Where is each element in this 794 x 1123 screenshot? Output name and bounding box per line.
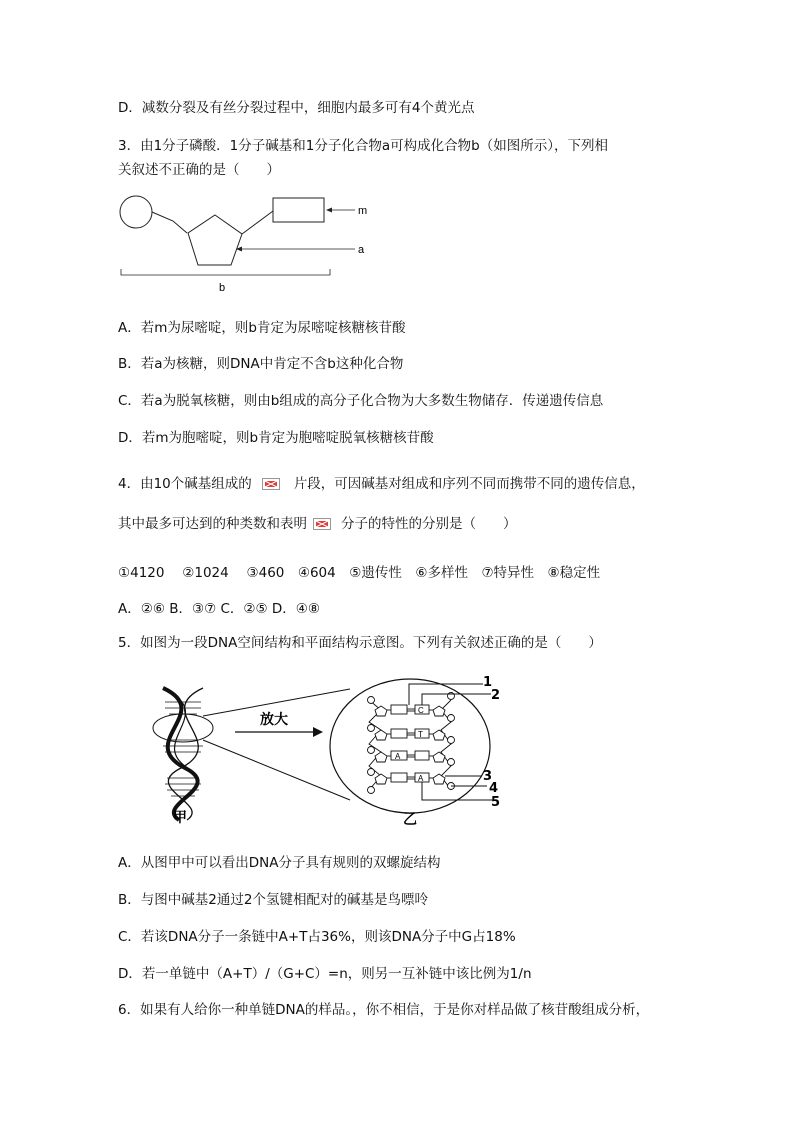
base-rect xyxy=(273,198,324,222)
q4-text-pre: 4．由10个碱基组成的 xyxy=(118,476,252,492)
nucleotide-diagram xyxy=(115,193,375,293)
question-4-stem-line1 xyxy=(118,475,645,493)
base-a2: A xyxy=(418,774,424,783)
question-5-stem: 5．如图为一段DNA空间结构和平面结构示意图。下列有关叙述正确的是（ ） xyxy=(118,635,602,651)
q4-text2-post: 分子的特性的分别是（ ） xyxy=(341,516,517,532)
q3-option-c: C．若a为脱氧核糖，则由b组成的高分子化合物为大多数生物储存．传递遗传信息 xyxy=(118,393,604,409)
arrowhead-m xyxy=(326,208,332,213)
zoom-ellipse xyxy=(153,714,213,742)
question-6-stem: 6．如果有人给你一种单链DNA的样品。，你不相信，于是你对样品做了核苷酸组成分析， xyxy=(118,1002,650,1018)
option-d-text: D．减数分裂及有丝分裂过程中，细胞内最多可有4个黄光点 xyxy=(118,100,475,116)
base-t: T xyxy=(418,730,423,739)
q5-option-c: C．若该DNA分子一条链中A+T占36%，则该DNA分子中G占18% xyxy=(118,929,516,945)
label-enlarge: 放大 xyxy=(260,712,288,728)
question-3-stem-line2: 关叙述不正确的是（ ） xyxy=(118,162,280,178)
broken-image-icon xyxy=(313,518,331,530)
double-helix xyxy=(163,688,203,820)
q4-options: A．②⑥ B．③⑦ C．②⑤ D．④⑧ xyxy=(118,601,321,617)
dna-structure-diagram xyxy=(145,672,535,832)
broken-image-icon xyxy=(262,478,280,490)
number-1: 1 xyxy=(483,675,493,690)
q3-option-a: A．若m为尿嘧啶，则b肯定为尿嘧啶核糖核苷酸 xyxy=(118,320,406,336)
q3-option-d: D．若m为胞嘧啶，则b肯定为胞嘧啶脱氧核糖核苷酸 xyxy=(118,430,434,446)
label-a: a xyxy=(358,244,365,256)
zoomed-circle xyxy=(330,679,493,813)
q5-option-b: B．与图中碱基2通过2个氢键相配对的碱基是鸟嘌呤 xyxy=(118,892,428,908)
number-3: 3 xyxy=(483,769,493,784)
label-yi: 乙 xyxy=(403,812,417,828)
label-m: m xyxy=(358,205,368,217)
zoom-line-bottom xyxy=(203,740,350,800)
q5-option-d: D．若一单链中（A+T）/（G+C）=n，则另一互补链中该比例为1/n xyxy=(118,966,532,982)
q5-option-a: A．从图甲中可以看出DNA分子具有规则的双螺旋结构 xyxy=(118,855,441,871)
enlarge-arrowhead xyxy=(313,727,323,737)
q4-items: ①4120 ②1024 ③460 ④604 ⑤遗传性 ⑥多样性 ⑦特异性 ⑧稳定性 xyxy=(118,565,601,581)
number-5: 5 xyxy=(491,795,501,810)
label-jia: 甲 xyxy=(173,810,187,826)
q4-text-post: 片段，可因碱基对组成和序列不同而携带不同的遗传信息， xyxy=(293,476,645,492)
sugar-base-bond xyxy=(242,211,273,234)
pentose-sugar xyxy=(188,215,242,265)
question-3-stem-line1: 3．由1分子磷酸．1分子碱基和1分子化合物a可构成化合物b（如图所示），下列相 xyxy=(118,138,608,154)
number-2: 2 xyxy=(491,688,501,703)
q4-text2-pre: 其中最多可达到的种类数和表明 xyxy=(118,516,307,532)
planar-structure xyxy=(368,693,455,794)
phosphate-circle xyxy=(120,196,152,228)
number-4: 4 xyxy=(489,781,499,796)
label-b: b xyxy=(219,282,226,294)
base-a1: A xyxy=(395,752,401,761)
question-4-stem-line2 xyxy=(118,515,517,533)
bracket-b xyxy=(121,269,330,275)
phosphate-sugar-bond xyxy=(152,212,187,233)
base-c: C xyxy=(418,706,424,715)
q3-option-b: B．若a为核糖，则DNA中肯定不含b这种化合物 xyxy=(118,356,404,372)
